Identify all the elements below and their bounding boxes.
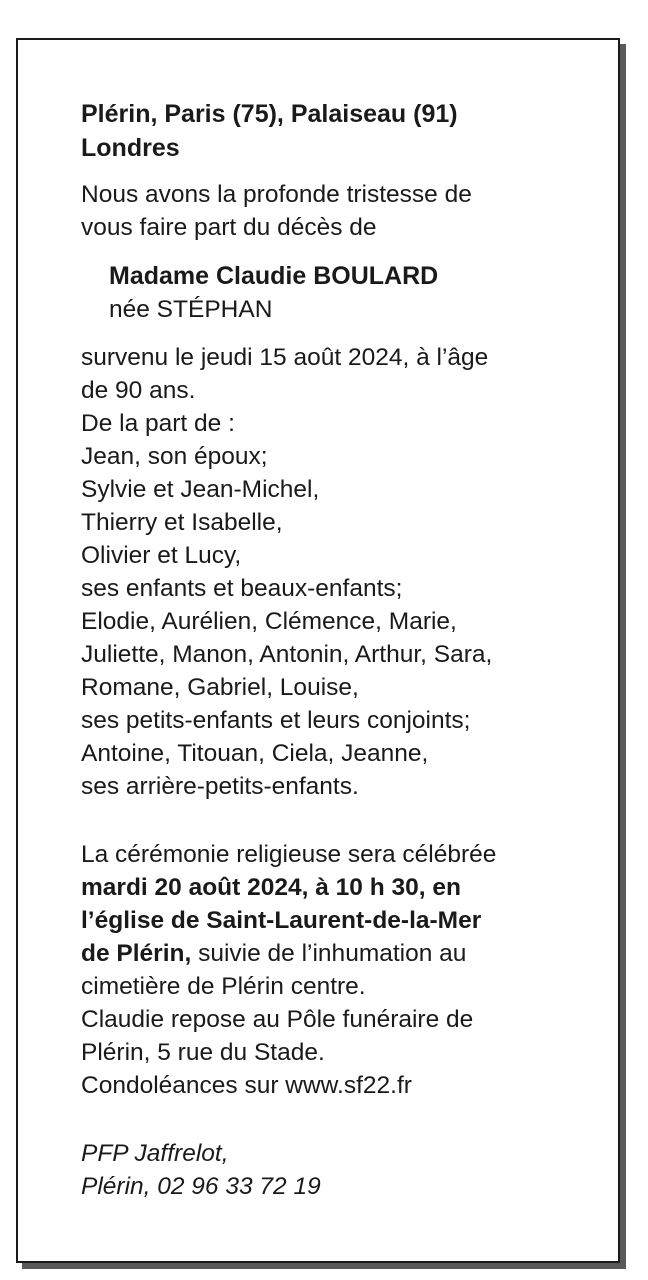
- body-line: Thierry et Isabelle,: [81, 509, 283, 536]
- ceremony-burial: suivie de l’inhumation au: [191, 940, 467, 967]
- ceremony-line: cimetière de Plérin centre.: [81, 973, 366, 1000]
- body-line: de 90 ans.: [81, 377, 196, 404]
- intro-line-1: Nous avons la profonde tristesse de: [81, 181, 472, 208]
- deceased-maiden-name: née STÉPHAN: [109, 296, 273, 323]
- body-line: Jean, son époux;: [81, 443, 268, 470]
- body-line: Elodie, Aurélien, Clémence, Marie,: [81, 608, 457, 635]
- body-line: Juliette, Manon, Antonin, Arthur, Sara,: [81, 641, 493, 668]
- ceremony-text: [81, 838, 601, 1102]
- condolences-line: Condoléances sur www.sf22.fr: [81, 1072, 412, 1099]
- ceremony-church: l’église de Saint-Laurent-de-la-Mer: [81, 907, 482, 934]
- obituary-notice: [16, 38, 620, 1263]
- body-line: ses arrière-petits-enfants.: [81, 773, 359, 800]
- ceremony-place: de Plérin,: [81, 940, 192, 967]
- heading-places: Plérin, Paris (75), Palaiseau (91): [81, 100, 458, 128]
- heading-places-cont: Londres: [81, 134, 180, 162]
- signature-name: PFP Jaffrelot,: [81, 1140, 229, 1167]
- body-line: Olivier et Lucy,: [81, 542, 242, 569]
- family-text: [81, 341, 601, 803]
- signature-contact: Plérin, 02 96 33 72 19: [81, 1173, 321, 1200]
- notice-heading: [81, 97, 601, 165]
- ceremony-date: mardi 20 août 2024, à 10 h 30, en: [81, 874, 461, 901]
- body-line: Antoine, Titouan, Ciela, Jeanne,: [81, 740, 429, 767]
- deceased-block: [109, 260, 601, 326]
- notice-content: [81, 97, 601, 1203]
- body-line: Sylvie et Jean-Michel,: [81, 476, 320, 503]
- ceremony-line: [81, 937, 601, 970]
- body-line: ses enfants et beaux-enfants;: [81, 575, 403, 602]
- ceremony-line: Plérin, 5 rue du Stade.: [81, 1039, 325, 1066]
- intro-line-2: vous faire part du décès de: [81, 214, 377, 241]
- body-line: ses petits-enfants et leurs conjoints;: [81, 707, 471, 734]
- funeral-home-signature: [81, 1137, 601, 1203]
- deceased-name: Madame Claudie BOULARD: [109, 262, 439, 290]
- body-line: Romane, Gabriel, Louise,: [81, 674, 359, 701]
- ceremony-line: Claudie repose au Pôle funéraire de: [81, 1006, 474, 1033]
- ceremony-line: La cérémonie religieuse sera célébrée: [81, 841, 497, 868]
- intro-text: [81, 178, 601, 244]
- body-line: De la part de :: [81, 410, 235, 437]
- body-line: survenu le jeudi 15 août 2024, à l’âge: [81, 344, 489, 371]
